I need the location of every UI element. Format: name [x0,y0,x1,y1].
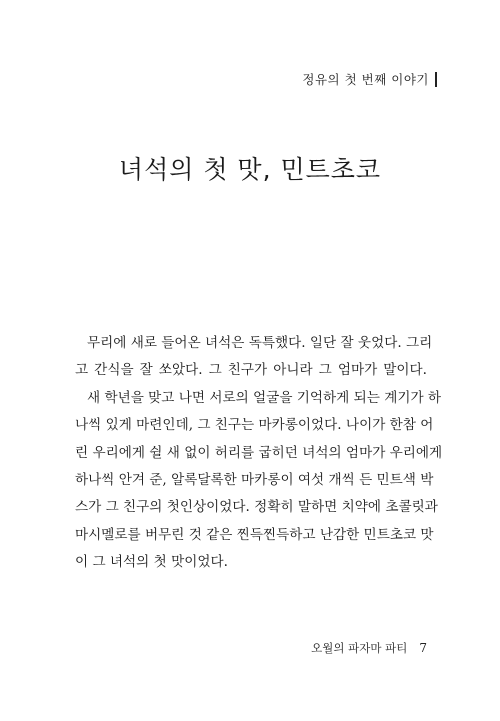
body-line: 마시멜로를 버무린 것 같은 찐득찐득하고 난감한 민트초코 맛 [75,526,434,543]
running-header-bar [435,72,437,87]
body-line: 스가 그 친구의 첫인상이었다. 정확히 말하면 치약에 초콜릿과 [75,499,438,516]
page-number: 7 [419,641,427,655]
body-line: 이 그 녀석의 첫 맛이었다. [75,554,228,571]
body-text [75,330,443,577]
running-header [302,70,437,88]
body-line: 하나씩 안겨 준, 알록달록한 마카롱이 여섯 개씩 든 민트색 박 [75,472,434,489]
chapter-title: 녀석의 첫 맛, 민트초코 [118,155,382,184]
body-line: 린 우리에게 쉴 새 없이 허리를 굽히던 녀석의 엄마가 우리에게 [75,444,443,461]
running-header-title: 정유의 첫 번째 이야기 [302,72,429,87]
body-line: 나씩 있게 마련인데, 그 친구는 마카롱이었다. 나이가 한참 어 [75,417,434,434]
body-line: 고 간식을 잘 쏘았다. 그 친구가 아니라 그 엄마가 말이다. [75,362,427,379]
page-footer [311,640,427,656]
body-line: 무리에 새로 들어온 녀석은 독특했다. 일단 잘 웃었다. 그리 [87,335,433,351]
footer-book-title: 오월의 파자마 파티 [311,641,408,655]
body-line: 새 학년을 맞고 나면 서로의 얼굴을 기억하게 되는 계기가 하 [87,389,442,406]
